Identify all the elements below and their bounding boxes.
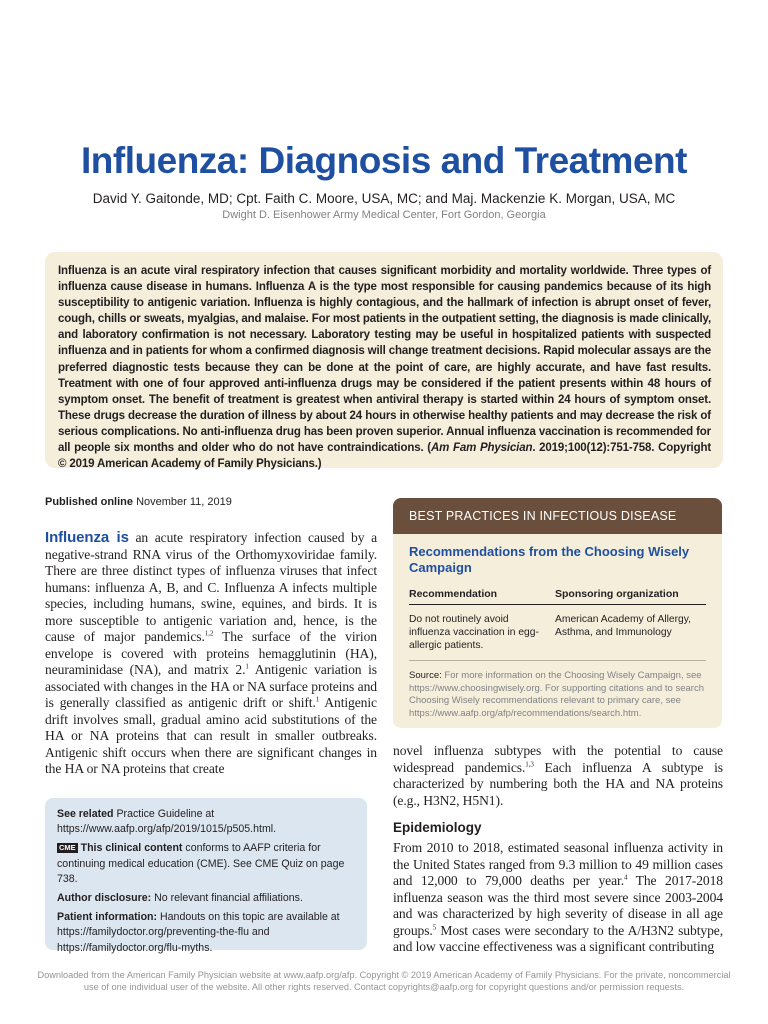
continued-paragraph <box>393 743 723 809</box>
abstract-text <box>58 263 711 472</box>
recommendations-table <box>409 584 706 661</box>
author-disclosure <box>57 891 355 906</box>
source-text[interactable]: For more information on the Choosing Wisely Campaign, see https://www.choosingwisely.org. For supporting citations and to search Choosing Wisely recommendations relevant to primary care, see https://www.aafp.org/afp/recommendations/search.htm. <box>409 670 704 719</box>
abstract-body: Influenza is an acute viral respiratory infection that causes significant morbidity and mortality worldwide. Three types of influenza cause disease in humans. Influenza A is the type most responsible for causing pandemics because of its high susceptibility to antigenic variation. Influenza is highly contagious, and the hallmark of infection is abrupt onset of fever, cough, chills or sweats, myalgias, and malaise. For most patients in the outpatient setting, the diagnosis is made clinically, and laboratory confirmation is not necessary. Laboratory testing may be useful in hospitalized patients with suspected influenza and in patients for whom a confirmed diagnosis will change treatment decisions. Rapid molecular assays are the preferred diagnostic tests because they can be done at the point of care, are highly accurate, and have fast results. Treatment with one of four approved anti-influenza drugs may be considered if the patient presents within 48 hours of symptom onset. The benefit of treatment is greatest when antiviral therapy is started within 24 hours of symptom onset. These drugs decrease the duration of illness by about 24 hours in otherwise healthy patients and may decrease the risk of serious complications. No anti-influenza drug has been proven superior. Annual influenza vaccination is recommended for all people six months and older who do not have contraindications. ( <box>58 265 711 455</box>
patient-info-label: Patient information: <box>57 911 158 924</box>
best-practices-box <box>393 498 722 728</box>
abstract-citation: . 2019;100(12):751-758. Copyright © 2019 American Academy of Family Physicians.) <box>58 442 712 471</box>
disclosure-label: Author disclosure: <box>57 892 152 905</box>
author-list: David Y. Gaitonde, MD; Cpt. Faith C. Moore, USA, MC; and Maj. Mackenzie K. Morgan, USA, MC <box>92 191 676 206</box>
ref-marker: 4 <box>624 873 628 882</box>
ref-marker: 1 <box>315 695 320 704</box>
author-affiliation: Dwight D. Eisenhower Army Medical Center, Fort Gordon, Georgia <box>222 209 546 221</box>
patient-information <box>57 910 355 956</box>
see-related-label: See related <box>57 808 114 820</box>
ref-marker: 1 <box>245 662 249 671</box>
epidemiology-heading: Epidemiology <box>393 820 482 835</box>
disclosure-text: No relevant financial affiliations. <box>151 892 303 905</box>
intro-paragraph <box>45 530 377 778</box>
intro-text-2: The surface of the virion envelope is covered with proteins hemagglutinin (HA), neuraminidase (NA), and matrix 2. <box>45 629 377 677</box>
article-title: Influenza: Diagnosis and Treatment <box>81 140 687 181</box>
published-date: November 11, 2019 <box>136 496 232 508</box>
best-practices-header: BEST PRACTICES IN INFECTIOUS DISEASE <box>393 498 722 534</box>
see-related <box>57 807 355 837</box>
best-practices-subtitle: Recommendations from the Choosing Wisely Campaign <box>409 544 690 575</box>
cme-text: conforms to AAFP criteria for continuing medical education (CME). See CME Quiz on page 738. <box>57 842 345 885</box>
cme-info <box>57 841 355 887</box>
abstract-journal: Am Fam Physician <box>430 442 533 455</box>
table-header-organization: Sponsoring organization <box>555 584 706 605</box>
see-related-text[interactable]: Practice Guideline at https://www.aafp.org/afp/2019/1015/p505.html. <box>57 808 277 836</box>
epidemiology-paragraph <box>393 840 723 956</box>
continued-text-2: Each influenza A subtype is characterized by numbering both the HA and NA proteins (e.g., H3N2, H5N1). <box>393 759 723 808</box>
abstract-box <box>45 252 723 471</box>
table-cell-organization: American Academy of Allergy, Asthma, and Immunology <box>555 605 706 661</box>
table-header-row <box>409 584 706 605</box>
ref-marker: 1,3 <box>525 759 534 768</box>
published-label: Published online <box>45 496 134 508</box>
table-header-recommendation: Recommendation <box>409 584 555 605</box>
ref-marker: 1,2 <box>204 629 214 638</box>
intro-lead: Influenza is <box>45 529 129 546</box>
published-online <box>45 496 232 508</box>
epidemiology-text-2: The 2017-2018 influenza season was the third most severe since 2003-2004 and was characterized by high severity of disease in all age groups. <box>393 873 723 938</box>
epidemiology-text: From 2010 to 2018, estimated seasonal influenza activity in the United States ranged from 9.3 million to 49 million cases and 12,000 to 79,000 deaths per year. <box>393 840 723 888</box>
ref-marker: 5 <box>432 922 437 931</box>
intro-text-3: Antigenic variation is associated with changes in the HA or NA surface proteins and is generally classified as antigenic drift or shift. <box>45 662 378 710</box>
patient-info-text[interactable]: Handouts on this topic are available at https://familydoctor.org/preventing-the-flu and https://familydoctor.org/flu-myths. <box>57 911 340 954</box>
source-label: Source: <box>409 670 442 681</box>
cme-badge-icon: CME <box>59 843 76 853</box>
intro-text-4: Antigenic drift involves small, gradual amino acid substitutions of the HA or NA proteins that can result in smaller outbreaks. Antigenic shift occurs when there are significant changes in the HA or NA proteins that create <box>45 695 377 776</box>
cme-label: This clinical content <box>77 842 183 855</box>
related-info-box <box>45 798 367 954</box>
copyright-footer: Downloaded from the American Family Physician website at www.aafp.org/afp. Copyright © 2019 American Academy of Family Physicians. For the private, noncommercial use of one individual user of the website. All other rights reserved. Contact copyrights@aafp.org for copyright questions and/or permission requests. <box>37 970 731 992</box>
table-row <box>409 605 706 661</box>
intro-text: an acute respiratory infection caused by a negative-strand RNA virus of the Orthomyxoviridae family. There are three distinct types of influenza viruses that infect humans: influenza A, B, and C. Influenza A infects multiple species, including humans, swine, equines, and birds. It is more susceptible to antigenic variation and, hence, is the cause of major pandemics. <box>45 530 377 644</box>
table-cell-recommendation: Do not routinely avoid influenza vaccination in egg-allergic patients. <box>409 605 555 661</box>
epidemiology-text-3: Most cases were secondary to the A/H3N2 subtype, and low vaccine effectiveness was a significant contributing <box>393 922 723 954</box>
best-practices-source <box>409 670 706 720</box>
continued-text: novel influenza subtypes with the potential to cause widespread pandemics. <box>393 743 723 775</box>
